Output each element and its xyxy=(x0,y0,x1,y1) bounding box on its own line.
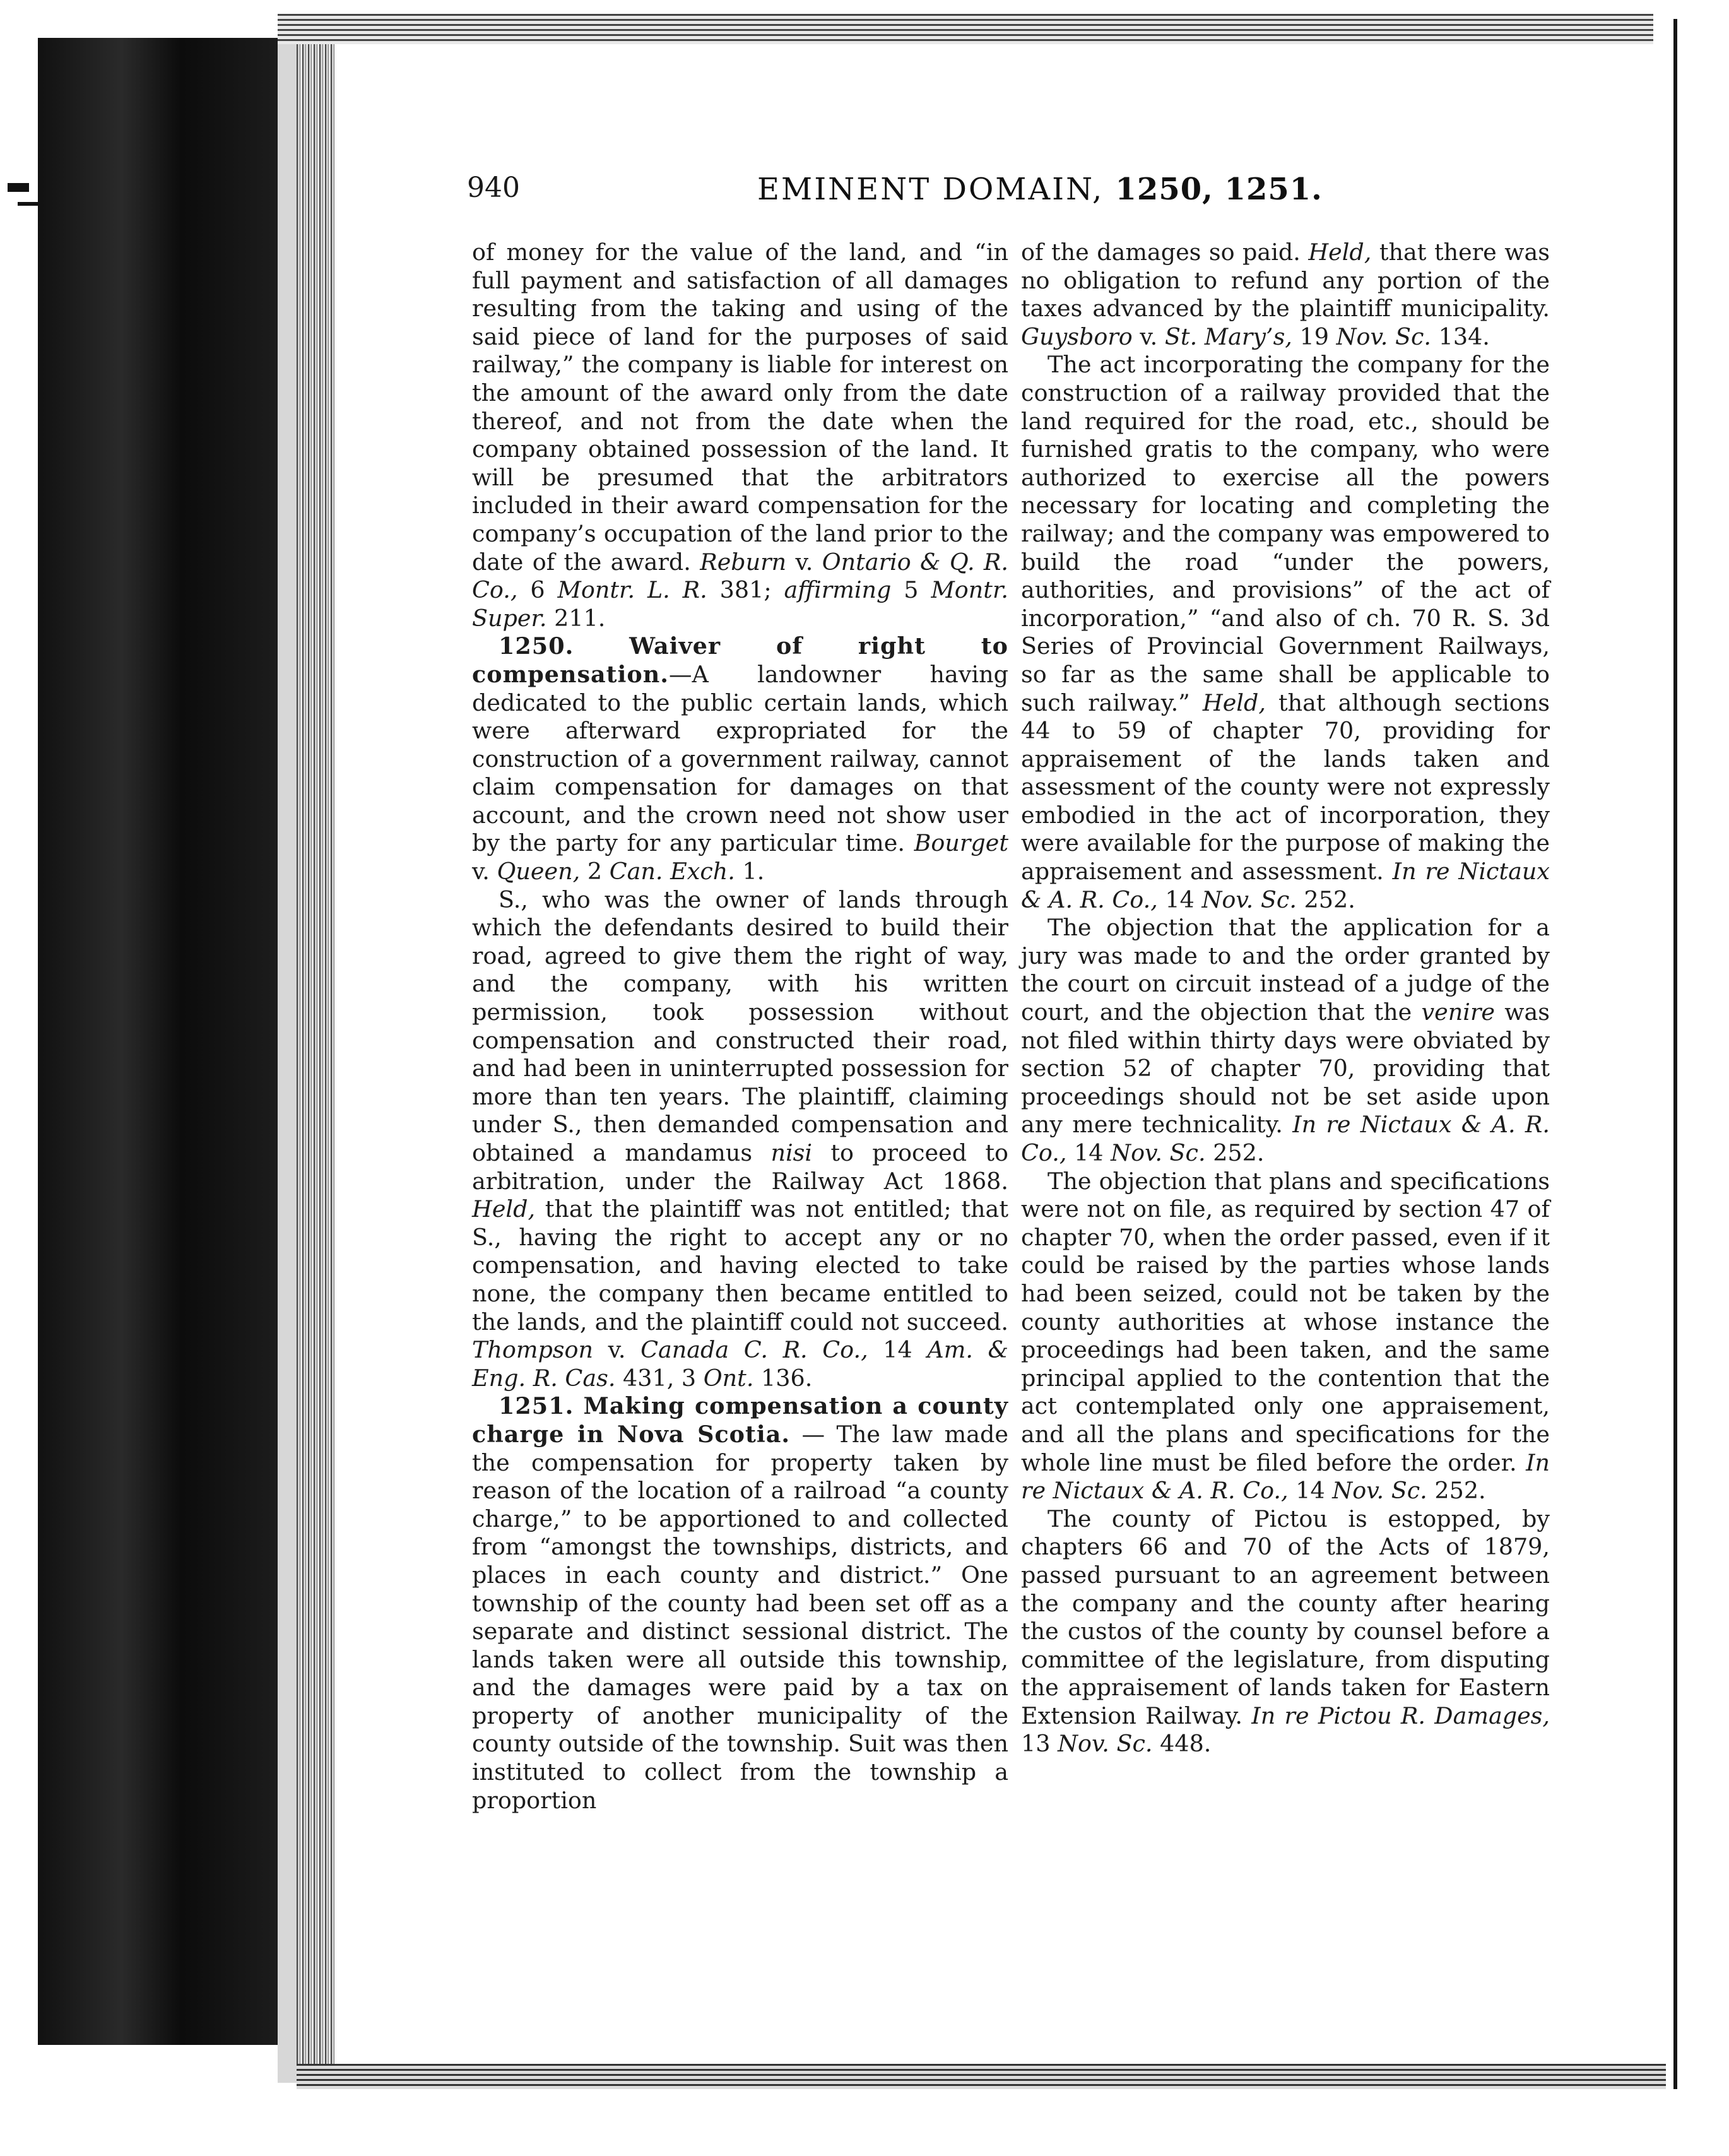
citation: affirming xyxy=(784,576,892,604)
citation: St. Mary’s, xyxy=(1164,323,1292,350)
page-edges-bottom xyxy=(297,2064,1666,2089)
paragraph-text: — The law made the compensation for property taken by reason of the location of a railroad “a county charge,” to be apportioned to and collected from “amongst the townships, districts, and places in each county and district.” One township of the county had been set off as a separate and distinct sessional district. The lands taken were all outside this township, and the damages were paid by a tax on property of another municipality of the county outside of the township. Suit was then instituted to collect from the township a proportion xyxy=(472,1420,1008,1814)
paragraph-text: that although sections 44 to 59 of chapter 70, providing for appraisement of the lands taken and assessment of the county were not expressly embodied in the act of incorporation, they were available for the purpose of making the appraisement and assessment. xyxy=(1021,689,1550,886)
citation: 381; xyxy=(707,576,784,604)
citation: v. xyxy=(1132,323,1165,350)
paragraph xyxy=(1021,239,1550,351)
italic-term: Held, xyxy=(472,1195,536,1223)
citation: Nov. Sc. xyxy=(1336,323,1432,350)
paragraph-text: The objection that plans and specifications were not on file, as required by section 47 of chapter 70, when the order passed, even if it could be raised by the parties whose lands had been seized, could not be taken by the county authorities at whose instance the proceedings had been taken, and the same principal applied to the contention that the act contemplated only one appraisement, and all the plans and specifications for the whole line must be filed before the order. xyxy=(1021,1167,1550,1476)
citation: Reburn xyxy=(700,548,787,576)
citation: 14 xyxy=(1066,1139,1111,1166)
running-head xyxy=(467,172,1590,228)
citation: Nov. Sc. xyxy=(1111,1139,1206,1166)
paragraph-text: —A landowner having dedicated to the public certain lands, which were afterward expropriated for the construction of a government railway, cannot claim compensation for damages on that account, and the crown need not show user by the party for any particular time. xyxy=(472,660,1008,857)
citation: Can. Exch. xyxy=(609,858,735,886)
right-border-line xyxy=(1673,19,1677,2089)
paragraph-text: The objection that the application for a jury was made to and the order granted by the court on circuit instead of a judge of the court, and the objection that the xyxy=(1021,914,1550,1026)
page-number: 940 xyxy=(467,172,520,204)
paragraph xyxy=(1021,351,1550,914)
citation: 211. xyxy=(546,604,606,632)
section-1250 xyxy=(472,632,1008,886)
left-column xyxy=(472,239,1008,1815)
running-title-sections: 1250, 1251. xyxy=(1115,172,1323,207)
paragraph-text: that the plaintiff was not entitled; that S., having the right to accept any or no compensation, and having elected to take none, the company then became entitled to the lands, and the plaintiff could not succeed. xyxy=(472,1195,1008,1336)
page-edges-left xyxy=(297,44,334,2076)
italic-term: venire xyxy=(1421,998,1495,1026)
citation: 5 xyxy=(891,576,931,604)
citation: Montr. Super. xyxy=(472,576,1009,632)
paragraph-text: that there was no obligation to refund any portion of the taxes advanced by the plaintiff municipality. xyxy=(1021,239,1550,323)
italic-term: nisi xyxy=(770,1139,813,1166)
citation: In re Nictaux & A. R. Co., xyxy=(1021,1448,1550,1505)
citation: 136. xyxy=(753,1364,813,1392)
citation: Montr. L. R. xyxy=(557,576,707,604)
section-1251 xyxy=(472,1392,1008,1815)
paragraph xyxy=(1021,1505,1550,1758)
citation: 448. xyxy=(1152,1730,1212,1758)
citation: Canada C. R. Co., xyxy=(640,1336,868,1364)
paragraph xyxy=(1021,1168,1550,1505)
paragraph-text: The act incorporating the company for the construction of a railway provided that the land required for the road, etc., should be furnished gratis to the company, who were authorized to exercise all the powers necessary for locating and completing the railway; and the company was empowered to build the road “under the powers, authorities, and provisions” of the act of incorporation,” “and also of ch. 70 R. S. 3d Series of Provincial Government Railways, so far as the same shall be applicable to such railway.” xyxy=(1021,351,1550,716)
running-title-text: EMINENT DOMAIN, xyxy=(757,172,1104,207)
right-column xyxy=(1021,239,1550,1758)
citation: 14 xyxy=(868,1336,928,1364)
citation: 14 xyxy=(1288,1477,1333,1505)
citation: 431, 3 xyxy=(615,1364,704,1392)
citation: Thompson xyxy=(472,1336,594,1364)
citation: 2 xyxy=(580,858,610,886)
citation: v. xyxy=(786,548,822,576)
citation: Nov. Sc. xyxy=(1058,1730,1153,1758)
italic-term: Held, xyxy=(1202,689,1266,716)
citation: Ontario & Q. R. Co., xyxy=(472,548,1008,604)
paragraph-text: was not filed within thirty days were obviated by section 52 of chapter 70, providing that proceedings should not be set aside upon any mere technicality. xyxy=(1021,998,1550,1139)
citation: In re Nictaux & A. R. Co., xyxy=(1021,858,1550,913)
citation: 252. xyxy=(1296,886,1355,913)
citation: 6 xyxy=(517,576,558,604)
citation: v. xyxy=(472,858,497,886)
italic-term: Held, xyxy=(1308,239,1372,266)
citation: 1. xyxy=(735,858,765,886)
section-heading: 1250. Waiver of right to compensation. xyxy=(472,632,1008,688)
paragraph-text: S., who was the owner of lands through which the defendants desired to build their road, agreed to give them the right of way, and the company, with his written permission, took possession without compensation and constructed their road, and had been in uninterrupted possession for more than ten years. The plaintiff, claiming under S., then demanded compensation and obtained a mandamus xyxy=(472,886,1008,1166)
citation: In re Nictaux & A. R. Co., xyxy=(1021,1111,1550,1166)
scan-mark xyxy=(8,183,29,192)
citation: Bourget xyxy=(914,829,1008,857)
citation: 14 xyxy=(1157,886,1202,913)
section-heading: 1251. Making compensation a county charge in Nova Scotia. xyxy=(472,1392,1008,1448)
citation: 19 xyxy=(1292,323,1337,350)
paragraph xyxy=(1021,914,1550,1167)
paragraph-text: to proceed to arbitration, under the Railway Act 1868. xyxy=(472,1139,1009,1195)
paragraph xyxy=(472,886,1008,1393)
citation: 252. xyxy=(1205,1139,1265,1166)
citation: In re Pictou R. Damages, xyxy=(1251,1702,1550,1729)
citation: v. xyxy=(593,1336,641,1364)
paragraph-text: of money for the value of the land, and “in full payment and satisfaction of all damages resulting from the taking and using of the said piece of land for the purposes of said railway,” the company is liable for interest on the amount of the award only from the date thereof, and not from the date when the company obtained possession of the land. It will be presumed that the arbitrators included in their award compensation for the company’s occupation of the land prior to the date of the award. xyxy=(472,239,1008,576)
citation: Nov. Sc. xyxy=(1332,1477,1427,1505)
page-edges-top xyxy=(278,14,1653,44)
citation: 13 xyxy=(1021,1730,1058,1758)
paragraph-text: of the damages so paid. xyxy=(1021,239,1309,266)
citation: Ont. xyxy=(703,1364,754,1392)
citation: 134. xyxy=(1431,323,1490,350)
citation: Nov. Sc. xyxy=(1201,886,1297,913)
citation: 252. xyxy=(1427,1477,1486,1505)
citation: Am. & Eng. R. Cas. xyxy=(472,1336,1008,1392)
paragraph-text: The county of Pictou is estopped, by chapters 66 and 70 of the Acts of 1879, passed pursuant to an agreement between the company and the county after hearing the custos of the county by counsel before a committee of the legislature, from disputing the appraisement of lands taken for Eastern Extension Railway. xyxy=(1021,1505,1550,1729)
paragraph xyxy=(472,239,1008,632)
book-spine xyxy=(38,38,278,2045)
running-title xyxy=(757,172,1323,207)
citation: Queen, xyxy=(497,858,581,886)
citation: Guysboro xyxy=(1021,323,1133,350)
